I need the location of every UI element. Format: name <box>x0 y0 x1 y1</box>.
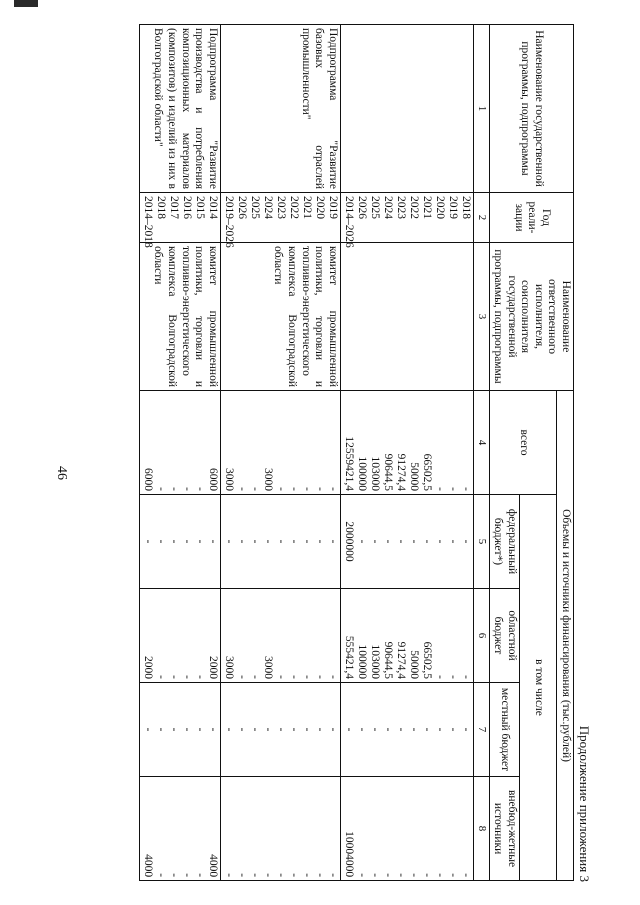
federal-values <box>220 495 340 589</box>
cell-value: - <box>261 873 274 878</box>
executor-name <box>340 243 473 391</box>
cell-value: - <box>193 539 206 544</box>
cell-value: - <box>261 727 274 732</box>
cell-value: - <box>300 873 313 878</box>
federal-values <box>340 495 473 589</box>
cell-value: 2019–2026 <box>222 196 235 248</box>
cell-value: - <box>394 727 407 732</box>
table-row <box>340 25 473 881</box>
cell-value: - <box>180 675 193 679</box>
cell-value: - <box>459 487 472 491</box>
local-values <box>220 683 340 777</box>
cell-value: - <box>287 873 300 878</box>
regional-values <box>220 589 340 683</box>
cell-value: - <box>407 727 420 732</box>
scan-corner-mark <box>14 0 38 7</box>
extrabudgetary-values <box>139 777 220 881</box>
cell-value: 2017 <box>167 196 180 219</box>
cell-value: - <box>222 727 235 732</box>
cell-value: 2023 <box>394 196 407 219</box>
cell-value: - <box>180 727 193 732</box>
column-number-row <box>473 25 489 881</box>
cell-value: 91274,4 <box>394 453 407 491</box>
program-name <box>340 25 473 193</box>
local-values <box>340 683 473 777</box>
extrabudgetary-values <box>340 777 473 881</box>
cell-value: - <box>222 539 235 544</box>
cell-value: - <box>381 539 394 544</box>
cell-value: 2000 <box>206 656 219 679</box>
cell-value: - <box>154 727 167 732</box>
cell-value: 2014–2026 <box>342 196 355 248</box>
cell-value: - <box>180 873 193 878</box>
cell-value: - <box>235 539 248 544</box>
cell-value: 3000 <box>222 656 235 679</box>
cell-value: - <box>154 873 167 878</box>
cell-value: - <box>141 727 154 732</box>
cell-value: - <box>381 873 394 878</box>
cell-value: - <box>167 539 180 544</box>
column-number: 4 <box>473 391 489 495</box>
cell-value: - <box>248 727 261 732</box>
cell-value: 3000 <box>261 468 274 491</box>
cell-value: - <box>193 675 206 679</box>
year-list <box>139 193 220 248</box>
cell-value: 90644,5 <box>381 453 394 491</box>
cell-value: - <box>274 539 287 544</box>
cell-value: - <box>326 539 339 544</box>
cell-value: - <box>274 675 287 679</box>
cell-value: 6000 <box>206 468 219 491</box>
cell-value: - <box>154 675 167 679</box>
cell-value: 2021 <box>420 196 433 219</box>
cell-value: - <box>154 539 167 544</box>
cell-value: 2026 <box>235 196 248 219</box>
header-regional-budget: областной бюджет <box>489 589 519 683</box>
cell-value: - <box>287 675 300 679</box>
cell-value: - <box>326 727 339 732</box>
cell-value: - <box>394 539 407 544</box>
cell-value: - <box>300 539 313 544</box>
executor-name: комитет промышленной политики, торговли и топливно-энергетического комплекса Волгоградской области <box>220 243 340 391</box>
cell-value: 100000 <box>355 456 368 491</box>
cell-value: 2016 <box>180 196 193 219</box>
cell-value: 2000 <box>141 656 154 679</box>
cell-value: - <box>355 727 368 732</box>
header-executor: Наименование ответственного исполнителя, соисполнителя государственной программы, подпрограммы <box>489 243 573 391</box>
year-list <box>220 193 340 248</box>
cell-value: 2018 <box>154 196 167 219</box>
cell-value: 12559421,4 <box>342 436 355 491</box>
cell-value: - <box>193 873 206 878</box>
cell-value: - <box>368 539 381 544</box>
total-values <box>340 391 473 495</box>
rotated-page-content <box>32 18 592 886</box>
cell-value: 90644,5 <box>381 641 394 679</box>
cell-value: 103000 <box>368 644 381 679</box>
cell-value: - <box>167 727 180 732</box>
cell-value: 2015 <box>193 196 206 219</box>
cell-value: - <box>459 727 472 732</box>
cell-value: 2022 <box>407 196 420 219</box>
cell-value: 2022 <box>287 196 300 219</box>
cell-value: - <box>420 539 433 544</box>
cell-value: - <box>446 675 459 679</box>
cell-value: - <box>274 727 287 732</box>
cell-value: - <box>274 487 287 491</box>
cell-value: - <box>368 873 381 878</box>
cell-value: - <box>459 873 472 878</box>
cell-value: - <box>326 873 339 878</box>
executor-name: комитет промышленной политики, торговли и топливно-энергетического комплекса Волгоградской области <box>139 243 220 391</box>
federal-values <box>139 495 220 589</box>
cell-value: - <box>167 873 180 878</box>
cell-value: - <box>300 487 313 491</box>
cell-value: - <box>433 675 446 679</box>
cell-value: - <box>446 487 459 491</box>
column-number: 1 <box>473 25 489 193</box>
header-program-name: Наименование государственной программы, подпрограммы <box>489 25 573 193</box>
cell-value: - <box>326 487 339 491</box>
cell-value: - <box>407 539 420 544</box>
cell-value: - <box>274 873 287 878</box>
cell-value: - <box>459 539 472 544</box>
funding-table-body <box>139 25 473 881</box>
cell-value: 2000000 <box>342 521 355 562</box>
cell-value: 91274,4 <box>394 641 407 679</box>
cell-value: - <box>206 727 219 732</box>
cell-value: - <box>446 727 459 732</box>
cell-value: - <box>248 675 261 679</box>
header-local-budget: местный бюджет <box>489 683 519 777</box>
cell-value: - <box>342 727 355 732</box>
cell-value: 3000 <box>222 468 235 491</box>
cell-value: - <box>446 539 459 544</box>
cell-value: - <box>235 487 248 491</box>
cell-value: - <box>248 873 261 878</box>
cell-value: - <box>193 727 206 732</box>
cell-value: 103000 <box>368 456 381 491</box>
cell-value: - <box>180 539 193 544</box>
cell-value: - <box>248 539 261 544</box>
cell-value: - <box>222 873 235 878</box>
cell-value: - <box>206 539 219 544</box>
cell-value: 50000 <box>407 650 420 679</box>
total-values <box>139 391 220 495</box>
cell-value: - <box>313 727 326 732</box>
program-name: Подпрограмма "Развитие базовых отраслей промышленности" <box>220 25 340 193</box>
cell-value: 66502,5 <box>420 641 433 679</box>
cell-value: - <box>313 873 326 878</box>
cell-value: 2025 <box>248 196 261 219</box>
cell-value: - <box>446 873 459 878</box>
year-list <box>340 193 473 248</box>
cell-value: - <box>167 487 180 491</box>
cell-value: 66502,5 <box>420 453 433 491</box>
column-number: 5 <box>473 495 489 589</box>
cell-value: - <box>459 675 472 679</box>
cell-value: - <box>235 873 248 878</box>
cell-value: 2024 <box>261 196 274 219</box>
cell-value: 2018 <box>459 196 472 219</box>
column-number: 8 <box>473 777 489 881</box>
cell-value: 50000 <box>407 462 420 491</box>
header-extrabudgetary: внебюд-жетные источники <box>489 777 519 881</box>
regional-values <box>139 589 220 683</box>
cell-value: - <box>407 873 420 878</box>
cell-value: - <box>381 727 394 732</box>
column-number: 7 <box>473 683 489 777</box>
cell-value: 2023 <box>274 196 287 219</box>
cell-value: - <box>300 675 313 679</box>
column-number: 3 <box>473 243 489 391</box>
cell-value: 3000 <box>261 656 274 679</box>
cell-value: - <box>420 873 433 878</box>
cell-value: - <box>141 539 154 544</box>
header-federal-budget: федеральный бюджет*) <box>489 495 519 589</box>
cell-value: - <box>368 727 381 732</box>
cell-value: - <box>235 675 248 679</box>
cell-value: - <box>235 727 248 732</box>
cell-value: 2019 <box>326 196 339 219</box>
cell-value: - <box>167 675 180 679</box>
cell-value: 2025 <box>368 196 381 219</box>
header-including: в том числе <box>519 495 557 881</box>
regional-values <box>340 589 473 683</box>
cell-value: - <box>355 539 368 544</box>
page-number: 46 <box>54 466 69 480</box>
cell-value: - <box>355 873 368 878</box>
cell-value: - <box>261 539 274 544</box>
cell-value: - <box>154 487 167 491</box>
cell-value: - <box>313 539 326 544</box>
cell-value: - <box>326 675 339 679</box>
extrabudgetary-values <box>220 777 340 881</box>
cell-value: - <box>433 539 446 544</box>
cell-value: - <box>287 539 300 544</box>
cell-value: - <box>313 675 326 679</box>
column-number: 2 <box>473 193 489 243</box>
cell-value: 2014–2018 <box>141 196 154 248</box>
cell-value: - <box>287 487 300 491</box>
cell-value: 2014 <box>206 196 219 219</box>
cell-value: 2019 <box>446 196 459 219</box>
cell-value: - <box>433 487 446 491</box>
continuation-title: Продолжение приложения 3 <box>577 725 592 882</box>
cell-value: - <box>433 873 446 878</box>
program-name: Подпрограмма "Развитие производства и потребления композиционных материалов (композитов) и изделий из них в Волгоградской области" <box>139 25 220 193</box>
column-number: 6 <box>473 589 489 683</box>
cell-value: 6000 <box>141 468 154 491</box>
local-values <box>139 683 220 777</box>
total-values <box>220 391 340 495</box>
header-total: всего <box>489 391 557 495</box>
cell-value: 2021 <box>300 196 313 219</box>
cell-value: - <box>433 727 446 732</box>
funding-table <box>139 24 574 881</box>
cell-value: 2026 <box>355 196 368 219</box>
cell-value: 100000 <box>355 644 368 679</box>
cell-value: 4000 <box>141 854 154 878</box>
cell-value: - <box>300 727 313 732</box>
cell-value: - <box>420 727 433 732</box>
cell-value: 2024 <box>381 196 394 219</box>
cell-value: - <box>193 487 206 491</box>
cell-value: 2020 <box>313 196 326 219</box>
header-funding-group: Объемы и источники финансирования (тыс.рублей) <box>557 391 574 881</box>
cell-value: - <box>248 487 261 491</box>
cell-value: - <box>287 727 300 732</box>
cell-value: 4000 <box>206 854 219 878</box>
cell-value: 2020 <box>433 196 446 219</box>
cell-value: - <box>180 487 193 491</box>
header-year: Год реали-зации <box>489 193 573 243</box>
cell-value: 10004000 <box>342 831 355 878</box>
cell-value: 555421,4 <box>342 635 355 679</box>
table-row <box>139 25 220 881</box>
cell-value: - <box>313 487 326 491</box>
cell-value: - <box>394 873 407 878</box>
table-row <box>220 25 340 881</box>
